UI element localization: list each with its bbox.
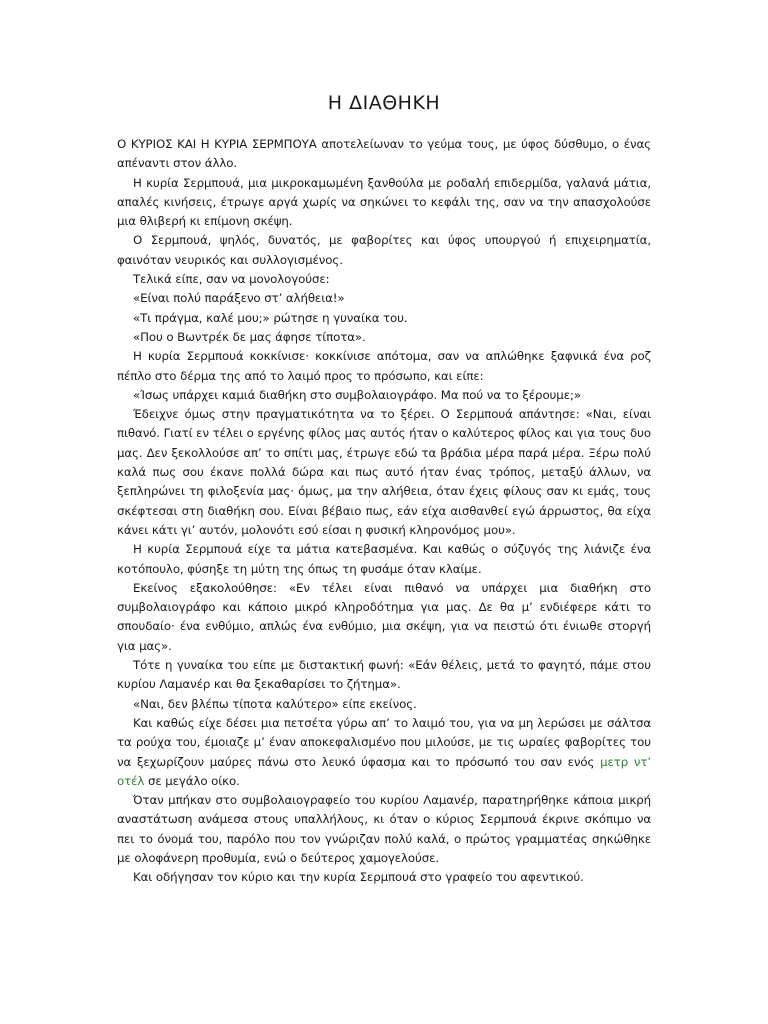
paragraph: Εκείνος εξακολούθησε: «Εν τέλει είναι πιθανό να υπάρχει μια διαθήκη στο συμβολαιογράφο και κάποιο μικρό κληροδότημα για μας. Δε θα μ’ ενδιέφερε κάτι το σπουδαίο· ένα ενθύμιο, απλώς ένα ενθύμιο, μια σκέψη, για να πειστώ ότι ένιωθε στοργή για μας». <box>117 580 651 653</box>
paragraph: «Ίσως υπάρχει καμιά διαθήκη στο συμβολαιογράφο. Μα πού να το ξέρουμε;» <box>133 387 581 402</box>
paragraph: Τελικά είπε, σαν να μονολογούσε: <box>133 272 330 287</box>
paragraph: «Είναι πολύ παράξενο στ’ αλήθεια!» <box>133 291 345 306</box>
paragraph: Έδειχνε όμως στην πραγματικότητα να το ξέρει. Ο Σερμπουά απάντησε: «Ναι, είναι πιθανό. Γιατί εν τέλει ο εργένης φίλος μας αυτός ήταν ο καλύτερος φίλος και για τους δυο μας. Δεν ξεκολλούσε απ’ το σπίτι μας, έτρωγε εδώ τα βράδια μέρα παρά μέρα. Ξέρω πολύ καλά πως σου έκανε πολλά δώρα και πως αυτό ήταν ένας τρόπος, μεταξύ άλλων, να ξεπληρώνει τη φιλοξενία μας· όμως, μα την αλήθεια, όταν έχεις φίλους σαν κι εμάς, τους σκέφτεσαι στη διαθήκη σου. Είναι βέβαιο πως, εάν είχα αισθανθεί εγώ άρρωστος, θα είχα κάνει κάτι γι’ αυτόν, μολονότι εσύ είσαι η φυσική κληρονόμος μου». <box>117 407 651 537</box>
paragraph: Ο Σερμπουά, ψηλός, δυνατός, με φαβορίτες και ύφος υπουργού ή επιχειρηματία, φαινόταν νευρικός και συλλογισμένος. <box>117 233 651 267</box>
document-title: Η ΔΙΑΘΗΚΗ <box>327 92 441 114</box>
paragraph-text: Και καθώς είχε δέσει μια πετσέτα γύρω απ’ το λαιμό του, για να μη λερώσει με σάλτσα τα ρούχα του, έμοιαζε μ’ έναν αποκεφαλισμένο που μιλούσε, με τις ωραίες φαβορίτες του να ξεχωρίζουν μαύρες πάνω στο λευκό ύφασμα και το πρόσωπό του σαν ενός <box>117 715 651 769</box>
paragraph-text: σε μεγάλο οίκο. <box>147 773 240 788</box>
document-body <box>117 135 651 888</box>
paragraph: Η κυρία Σερμπουά είχε τα μάτια κατεβασμένα. Και καθώς ο σύζυγός της λιάνιζε ένα κοτόπουλο, φύσηξε τη μύτη της όπως τη φυσάμε όταν κλαίμε. <box>117 542 651 576</box>
paragraph: Ο ΚΥΡΙΟΣ ΚΑΙ Η ΚΥΡΙΑ ΣΕΡΜΠΟΥΑ αποτελείωναν το γεύμα τους, με ύφος δύσθυμο, ο ένας απέναντι στον άλλο. <box>117 137 651 171</box>
paragraph: Όταν μπήκαν στο συμβολαιογραφείο του κυρίου Λαμανέρ, παρατηρήθηκε κάποια μικρή αναστάτωση ανάμεσα στους υπαλλήλους, κι όταν ο κύριος Σερμπουά έκρινε σκόπιμο να πει το όνομά του, παρόλο που τον γνώριζαν πολύ καλά, ο πρώτος γραμματέας σηκώθηκε με ολοφάνερη προθυμία, ενώ ο δεύτερος χαμογελούσε. <box>117 793 651 865</box>
paragraph: Η κυρία Σερμπουά, μια μικροκαμωμένη ξανθούλα με ροδαλή επιδερμίδα, γαλανά μάτια, απαλές κινήσεις, έτρωγε αργά χωρίς να σηκώνει το κεφάλι της, σαν να την απασχολούσε μια θλιβερή κι επίμονη σκέψη. <box>117 175 651 229</box>
paragraph: «Που ο Βωντρέκ δε μας άφησε τίποτα». <box>133 329 366 344</box>
paragraph: Τότε η γυναίκα του είπε με διστακτική φωνή: «Εάν θέλεις, μετά το φαγητό, πάμε στου κυρίου Λαμανέρ και θα ξεκαθαρίσει το ζήτημα». <box>117 658 651 692</box>
highlighted-phrase: μετρ ντ’ οτέλ <box>117 754 651 788</box>
paragraph: Η κυρία Σερμπουά κοκκίνισε· κοκκίνισε απότομα, σαν να απλώθηκε ξαφνικά ένα ροζ πέπλο στο δέρμα της από το λαιμό προς το πρόσωπο, και είπε: <box>117 349 651 383</box>
paragraph-with-highlight <box>117 714 651 791</box>
paragraph: «Τι πράγμα, καλέ μου;» ρώτησε η γυναίκα του. <box>133 310 408 325</box>
paragraph: «Ναι, δεν βλέπω τίποτα καλύτερο» είπε εκείνος. <box>133 696 417 711</box>
paragraph: Και οδήγησαν τον κύριο και την κυρία Σερμπουά στο γραφείο του αφεντικού. <box>133 870 584 885</box>
